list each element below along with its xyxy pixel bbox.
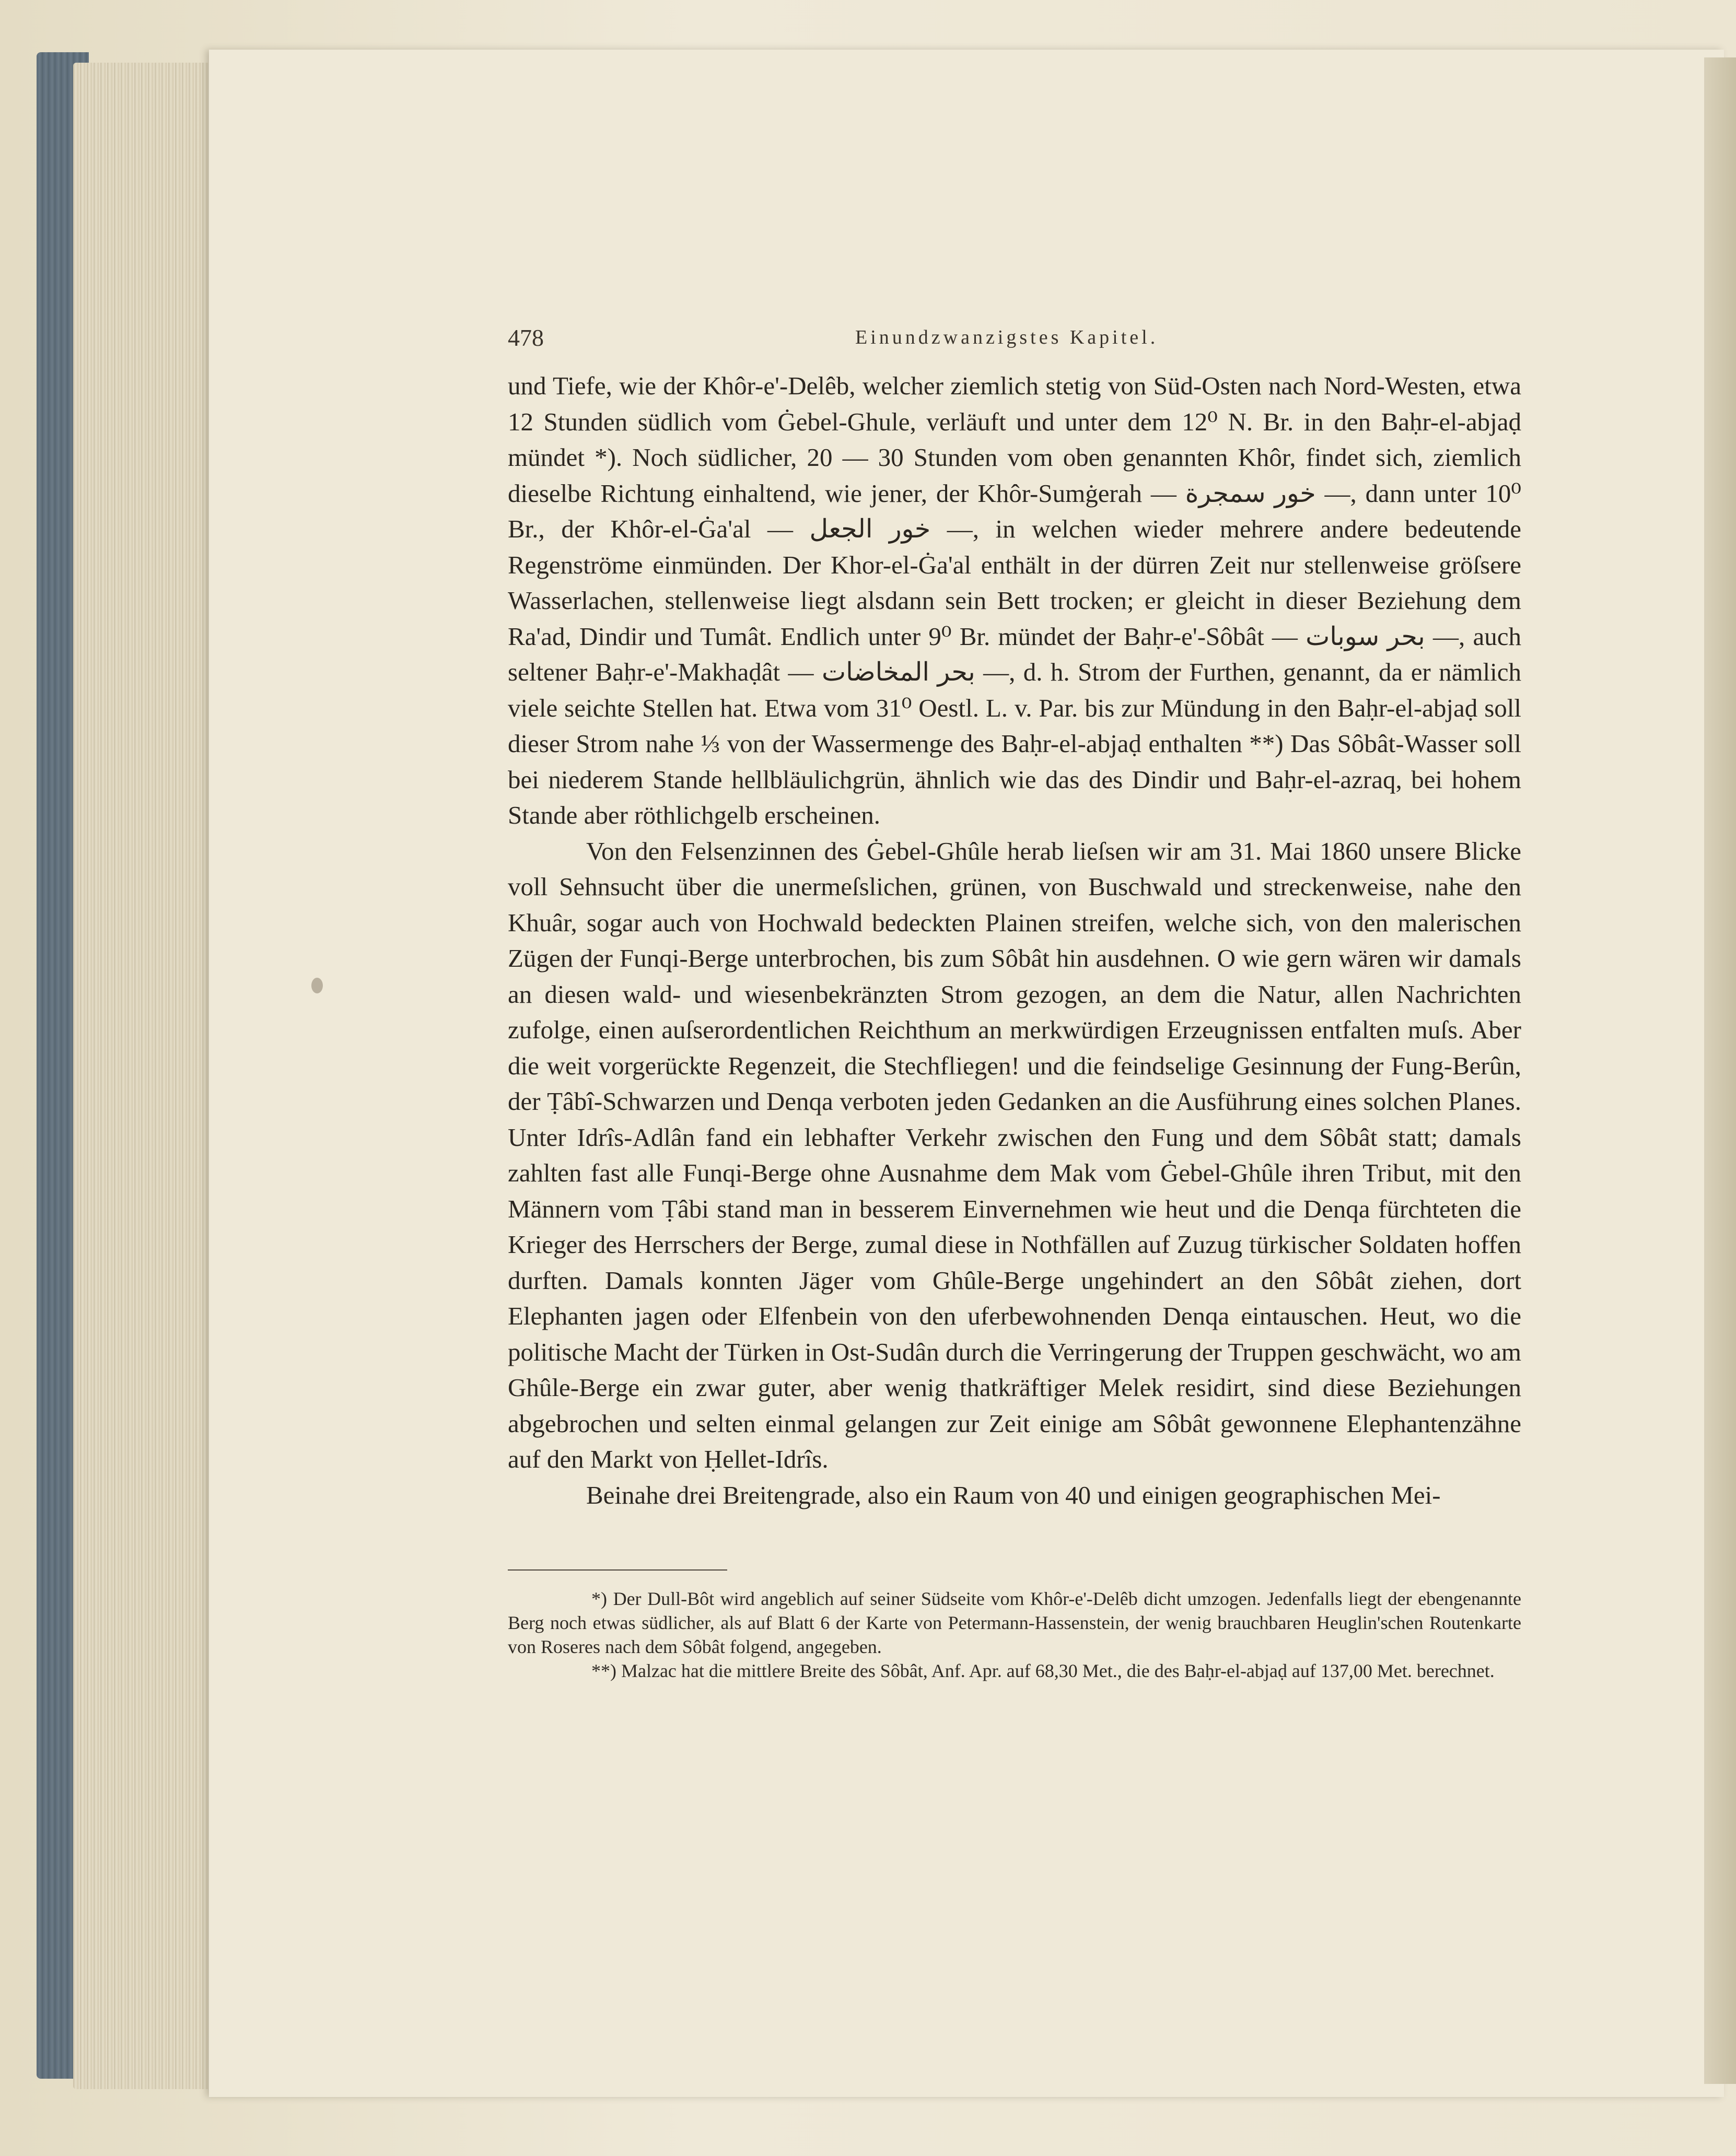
paragraph: und Tiefe, wie der Khôr-e'-Delêb, welcher ziemlich stetig von Süd-Osten nach Nord-Westen, etwa 12 Stunden südlich vom Ġebel-Ghule, verläuft und unter dem 12⁰ N. Br. in den Baḥr-el-abjaḍ mündet *). Noch südlicher, 20 — 30 Stunden vom oben genannten Khôr, findet sich, ziemlich dieselbe Richtung einhaltend, wie jener, der Khôr-Sumġerah — خور سمجرة —, dann unter 10⁰ Br., der Khôr-el-Ġa'al — خور الجعل —, in welchen wieder mehrere andere bedeutende Regenströme einmünden. Der Khor-el-Ġa'al enthält in der dürren Zeit nur stellenweise gröſsere Wasserlachen, stellenweise liegt alsdann sein Bett trocken; er gleicht in dieser Beziehung dem Ra'ad, Dindir und Tumât. Endlich unter 9⁰ Br. mündet der Baḥr-e'-Sôbât — بحر سوبات —, auch seltener Baḥr-e'-Makhaḍât — بحر المخاضات —, d. h. Strom der Furthen, genannt, da er nämlich viele seichte Stellen hat. Etwa vom 31⁰ Oestl. L. v. Par. bis zur Mündung in den Baḥr-el-abjaḍ soll dieser Strom nahe ⅓ von der Wassermenge des Baḥr-el-abjaḍ enthalten **) Das Sôbât-Wasser soll bei niederem Stande hellbläulichgrün, ähnlich wie das des Dindir und Baḥr-el-azraq, bei hohem Stande aber röthlichgelb erscheinen.: [508, 371, 1522, 829]
running-header: [508, 324, 1521, 355]
footnotes: [508, 1587, 1521, 1683]
page-number: 478: [508, 324, 544, 351]
footnote: **) Malzac hat die mittlere Breite des Sôbât, Anf. Apr. auf 68,30 Met., die des Baḥr-el-abjaḍ auf 137,00 Met. berechnet.: [591, 1660, 1495, 1681]
next-page-edge: [1704, 57, 1736, 2084]
footnote-rule: [508, 1569, 727, 1571]
paragraph: Von den Felsenzinnen des Ġebel-Ghûle herab lieſsen wir am 31. Mai 1860 unsere Blicke voll Sehnsucht über die unermeſslichen, grünen, von Buschwald und streckenweise, nahe den Khuâr, sogar auch von Hochwald bedeckten Plainen streifen, welche sich, von den malerischen Zügen der Funqi-Berge unterbrochen, bis zum Sôbât hin ausdehnen. O wie gern wären wir damals an diesen wald- und wiesenbekränzten Strom gezogen, an dem die Natur, allen Nachrichten zufolge, einen auſserordentlichen Reichthum an merkwürdigen Erzeugnissen entfalten muſs. Aber die weit vorgerückte Regenzeit, die Stechfliegen! und die feindselige Gesinnung der Fung-Berûn, der Ṭâbî-Schwarzen und Denqa verboten jeden Gedanken an die Ausführung eines solchen Planes. Unter Idrîs-Adlân fand ein lebhafter Verkehr zwischen den Fung und dem Sôbât statt; damals zahlten fast alle Funqi-Berge ohne Ausnahme dem Mak vom Ġebel-Ghûle ihren Tribut, mit den Männern vom Ṭâbi stand man in besserem Einvernehmen wie heut und die Denqa fürchteten die Krieger des Herrschers der Berge, zumal diese in Nothfällen auf Zuzug türkischer Soldaten hoffen durften. Damals konnten Jäger vom Ghûle-Berge ungehindert an den Sôbât ziehen, dort Elephanten jagen oder Elfenbein von den uferbewohnenden Denqa eintauschen. Heut, wo die politische Macht der Türken in Ost-Sudân durch die Verringerung der Truppen geschwächt, wo am Ghûle-Berge ein zwar guter, aber wenig thatkräftiger Melek residirt, sind diese Beziehungen abgebrochen und selten einmal gelangen zur Zeit einige am Sôbât gewonnene Elephantenzähne auf den Markt von Ḥellet-Idrîs.: [508, 836, 1521, 1473]
footnote: *) Der Dull-Bôt wird angeblich auf seiner Südseite vom Khôr-e'-Delêb dicht umzogen. Jedenfalls liegt der ebengenannte Berg noch etwas südlicher, als auf Blatt 6 der Karte von Petermann-Hassenstein, der wenig brauchbaren Heuglin'schen Routenkarte von Roseres nach dem Sôbât folgend, angegeben.: [508, 1588, 1521, 1657]
running-title: Einundzwanzigstes Kapitel.: [855, 326, 1159, 348]
stain-mark: [311, 978, 323, 993]
body-text: [508, 368, 1521, 1513]
page-stack-edges: [73, 63, 219, 2089]
paragraph: Beinahe drei Breitengrade, also ein Raum von 40 und einigen geographischen Mei-: [586, 1480, 1441, 1509]
